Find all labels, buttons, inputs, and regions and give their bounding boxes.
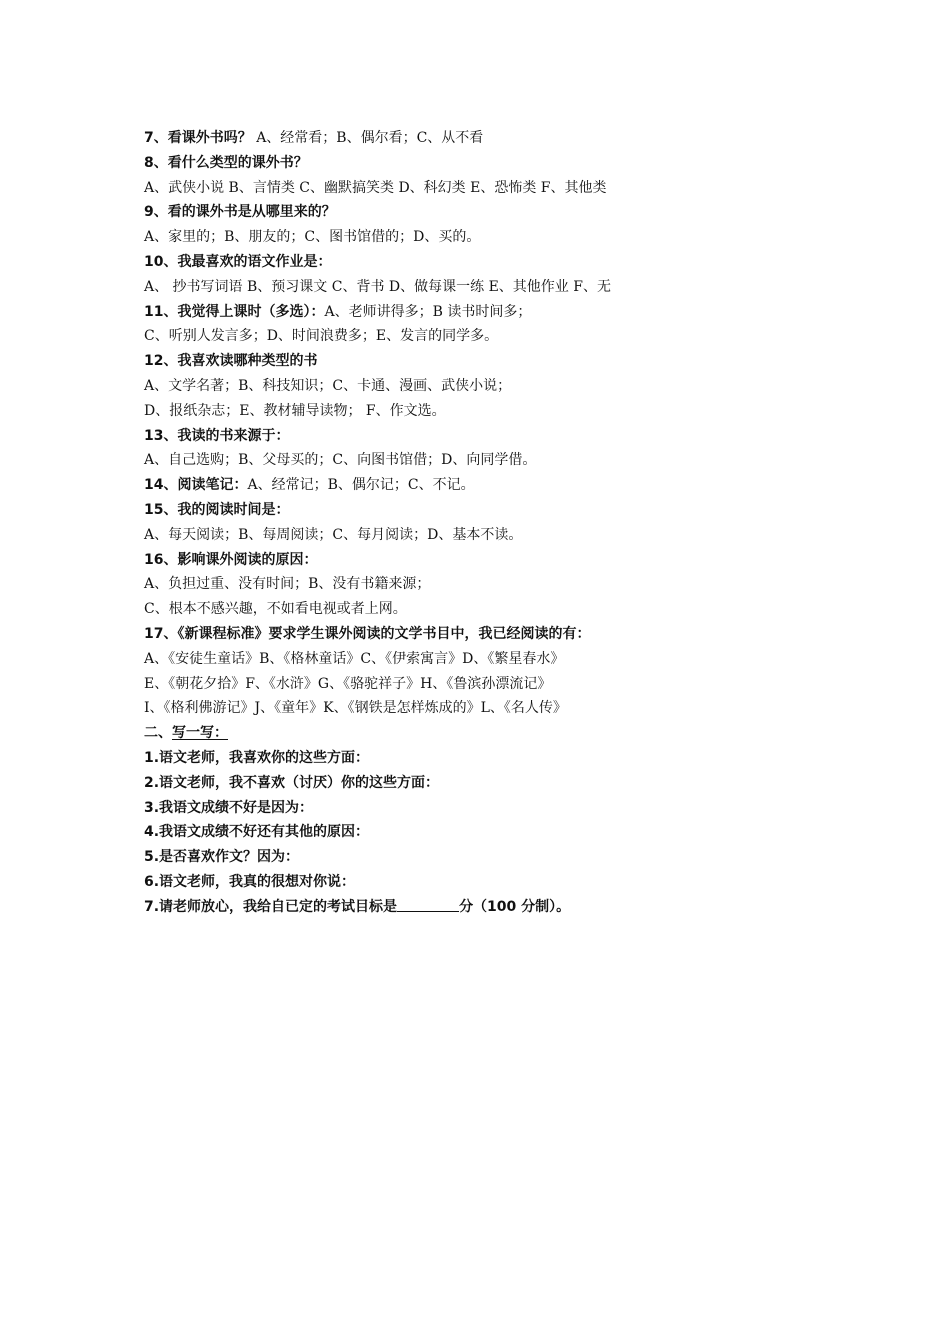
question-11-options-2: C、听别人发言多；D、时间浪费多；E、发言的同学多。 xyxy=(144,328,499,345)
question-11-line xyxy=(144,300,704,325)
question-8-options-line xyxy=(144,176,704,201)
write-item-3 xyxy=(144,796,704,821)
question-11-title: 11、我觉得上课时（多选）： xyxy=(144,303,325,320)
question-9-options: A、家里的；B、朋友的；C、图书馆借的；D、买的。 xyxy=(144,229,481,246)
question-15-options-line xyxy=(144,523,704,548)
question-7-options: A、经常看；B、偶尔看；C、从不看 xyxy=(251,130,484,146)
write-item-7-after: 分（100 分制）。 xyxy=(459,898,571,915)
write-item-7 xyxy=(144,895,704,920)
write-item-1-text: 1.语文老师，我喜欢你的这些方面： xyxy=(144,749,370,766)
question-17-options-3: I、《格利佛游记》J、《童年》K、《钢铁是怎样炼成的》L、《名人传》 xyxy=(144,700,567,717)
question-16-options-1: A、负担过重、没有时间；B、没有书籍来源； xyxy=(144,576,431,593)
question-16-options-line-1 xyxy=(144,572,704,597)
write-item-6-text: 6.语文老师，我真的很想对你说： xyxy=(144,873,356,890)
question-12-options-line-1 xyxy=(144,374,704,399)
write-item-5-text: 5.是否喜欢作文？因为： xyxy=(144,849,300,866)
question-8-title-line xyxy=(144,151,704,176)
question-7-title: 7、看课外书吗？ xyxy=(144,130,252,146)
question-17-options-line-3 xyxy=(144,696,704,721)
write-item-7-before: 7.请老师放心，我给自已定的考试目标是 xyxy=(144,898,398,915)
question-16-title: 16、影响课外阅读的原因： xyxy=(144,551,318,568)
question-16-options-2: C、根本不感兴趣，不如看电视或者上网。 xyxy=(144,601,407,618)
question-12-options-2: D、报纸杂志；E、教材辅导读物； F、作文选。 xyxy=(144,402,446,419)
question-13-options-line xyxy=(144,448,704,473)
write-item-2 xyxy=(144,771,704,796)
question-14-title: 14、阅读笔记： xyxy=(144,477,248,494)
question-15-options: A、每天阅读；B、每周阅读；C、每月阅读；D、基本不读。 xyxy=(144,526,523,543)
write-item-4 xyxy=(144,820,704,845)
question-9-title-line xyxy=(144,200,704,225)
write-item-2-text: 2.语文老师，我不喜欢（讨厌）你的这些方面： xyxy=(144,774,440,791)
question-15-title-line xyxy=(144,498,704,523)
question-17-options-line-1 xyxy=(144,647,704,672)
section-2-heading-prefix: 二、 xyxy=(144,725,172,742)
question-10-options-line xyxy=(144,275,704,300)
question-16-title-line xyxy=(144,548,704,573)
question-12-title: 12、我喜欢读哪种类型的书 xyxy=(144,353,318,370)
question-12-options-1: A、文学名著；B、科技知识；C、卡通、漫画、武侠小说； xyxy=(144,377,512,394)
question-17-options-2: E、《朝花夕拾》F、《水浒》G、《骆驼祥子》H、《鲁滨孙漂流记》 xyxy=(144,675,552,692)
question-11-options-line-2 xyxy=(144,324,704,349)
question-14-options: A、经常记；B、偶尔记；C、不记。 xyxy=(247,477,475,494)
section-2-heading-text: 写一写： xyxy=(172,725,228,742)
question-11-options-1: A、老师讲得多；B 读书时间多； xyxy=(324,303,532,320)
question-7 xyxy=(144,126,704,151)
question-13-options: A、自己选购；B、父母买的；C、向图书馆借；D、向同学借。 xyxy=(144,452,537,469)
question-10-title-line xyxy=(144,250,704,275)
section-2-heading xyxy=(144,721,704,746)
write-item-6 xyxy=(144,870,704,895)
question-17-options-1: A、《安徒生童话》B、《格林童话》C、《伊索寓言》D、《繁星春水》 xyxy=(144,650,565,667)
survey-page xyxy=(144,126,704,920)
question-10-options: A、 抄书写词语 B、预习课文 C、背书 D、做每课一练 E、其他作业 F、无 xyxy=(144,278,611,295)
question-12-title-line xyxy=(144,349,704,374)
question-17-title: 17、《新课程标准》要求学生课外阅读的文学书目中，我已经阅读的有： xyxy=(144,625,591,642)
write-item-3-text: 3.我语文成绩不好是因为： xyxy=(144,799,314,816)
write-item-4-text: 4.我语文成绩不好还有其他的原因： xyxy=(144,824,370,841)
question-9-options-line xyxy=(144,225,704,250)
question-8-options: A、武侠小说 B、言情类 C、幽默搞笑类 D、科幻类 E、恐怖类 F、其他类 xyxy=(144,179,607,196)
question-17-title-line xyxy=(144,622,704,647)
question-12-options-line-2 xyxy=(144,399,704,424)
question-13-title-line xyxy=(144,424,704,449)
question-13-title: 13、我读的书来源于： xyxy=(144,427,290,444)
write-item-5 xyxy=(144,845,704,870)
question-9-title: 9、看的课外书是从哪里来的？ xyxy=(144,204,336,221)
question-15-title: 15、我的阅读时间是： xyxy=(144,501,290,518)
question-16-options-line-2 xyxy=(144,597,704,622)
question-14 xyxy=(144,473,704,498)
question-8-title: 8、看什么类型的课外书？ xyxy=(144,154,308,171)
question-17-options-line-2 xyxy=(144,672,704,697)
score-target-blank[interactable] xyxy=(397,897,459,912)
write-item-1 xyxy=(144,746,704,771)
question-10-title: 10、我最喜欢的语文作业是： xyxy=(144,253,332,270)
